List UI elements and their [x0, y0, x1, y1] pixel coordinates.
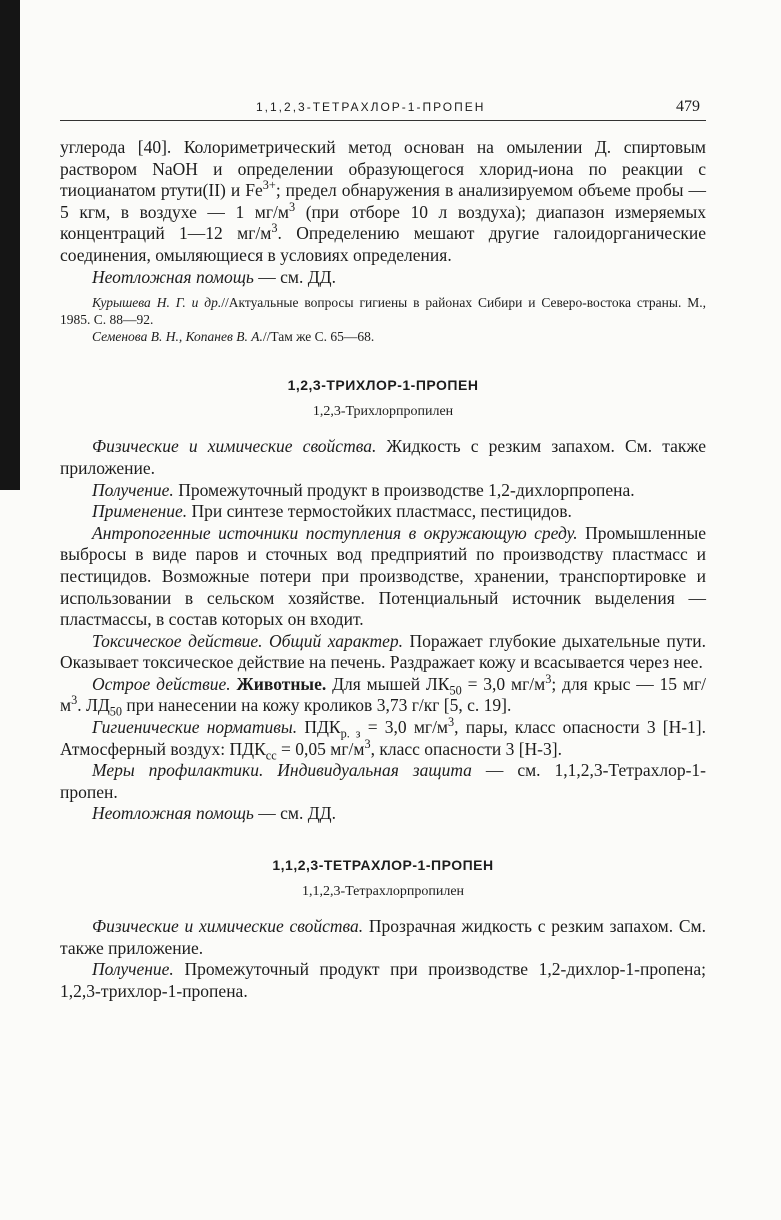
- first-aid-paragraph: Неотложная помощь — см. ДД.: [92, 803, 336, 824]
- acute-effect: Острое действие. Животные. Для мышей $ЛК_{50} = 3,0$ $мг/м^3$; для крыс — 15 $мг/м^3$. $ЛД_{50}$ при нанесении на кожу кроликов 3,73 г/кг [5, с. 19].: [60, 672, 706, 719]
- analysis-paragraph: углерода [40]. Колориметрический метод основан на омылении Д. спиртовым раствором NaOH и определении образующегося хлорид-иона по реакции с тиоцианатом ртути(II) и $Fe^{3+}$; предел обнаружения в анализируемом объеме пробы — 5 кгм, в воздухе — 1 $мг/м^3$ (при отборе 10 л воздуха); диапазон измеряемых концентраций 1—12 $мг/м^3$. Определению мешают другие галоидорганические соединения, омыляющиеся в условиях определения.: [60, 137, 706, 265]
- page-header: [60, 98, 706, 121]
- anthropogenic-sources: Антропогенные источники поступления в окружающую среду. Промышленные выбросы в виде паров и сточных вод предприятий по производству пластмасс и пестицидов. Возможные потери при производстве, хранении, транспортировке и использовании в сельском хозяйстве. Потенциальный источник выделения — пластмассы, в состав которых он входит.: [60, 522, 707, 630]
- production: Получение. Промежуточный продукт в производстве 1,2-дихлорпропена.: [92, 479, 635, 500]
- physical-properties: Физические и химические свойства. Жидкость с резким запахом. См. также приложение.: [60, 436, 706, 478]
- reference-item: Курышева Н. Г. и др.//Актуальные вопросы гигиены в районах Сибири и Северо-востока страны. М., 1985. С. 88—92.: [60, 295, 706, 328]
- production: Получение. Промежуточный продукт при производстве 1,2-дихлор-1-пропена; 1,2,3-трихлор-1-пропена.: [60, 959, 706, 1001]
- references: [60, 294, 706, 345]
- section-subtitle: 1,2,3-Трихлорпропилен: [312, 403, 454, 419]
- hygiene-standards: Гигиенические нормативы. $ПДК_{р. з} = 3,0$ $мг/м^3$, пары, класс опасности 3 [Н-1]. Атмосферный воздух: $ПДК_{сс} = 0,05$ $мг/м^3$, класс опасности 3 [Н-3].: [60, 715, 707, 763]
- prevention-measures: Меры профилактики. Индивидуальная защита — см. 1,1,2,3-Тетрахлор-1-пропен.: [60, 760, 706, 802]
- reference-item: Семенова В. Н., Копанев В. А.//Там же С. 65—68.: [92, 329, 375, 345]
- section-subtitle: 1,1,2,3-Тетрахлорпропилен: [301, 883, 465, 899]
- application: Применение. При синтезе термостойких пластмасс, пестицидов.: [92, 501, 572, 522]
- running-title: 1,1,2,3-ТЕТРАХЛОР-1-ПРОПЕН: [256, 100, 486, 114]
- page-number: 479: [676, 98, 700, 115]
- first-aid-paragraph: Неотложная помощь — см. ДД.: [92, 266, 336, 287]
- scan-edge-shadow: [0, 0, 20, 490]
- book-page: [60, 98, 706, 1003]
- physical-properties: Физические и химические свойства. Прозрачная жидкость с резким запахом. См. также приложение.: [60, 916, 706, 958]
- toxic-effect: Токсическое действие. Общий характер. Поражает глубокие дыхательные пути. Оказывает токсическое действие на печень. Раздражает кожу и всасывается через нее.: [60, 630, 707, 673]
- section-title: 1,1,2,3-ТЕТРАХЛОР-1-ПРОПЕН: [272, 857, 494, 874]
- section-title: 1,2,3-ТРИХЛОР-1-ПРОПЕН: [287, 377, 479, 394]
- page-body: [60, 137, 706, 1003]
